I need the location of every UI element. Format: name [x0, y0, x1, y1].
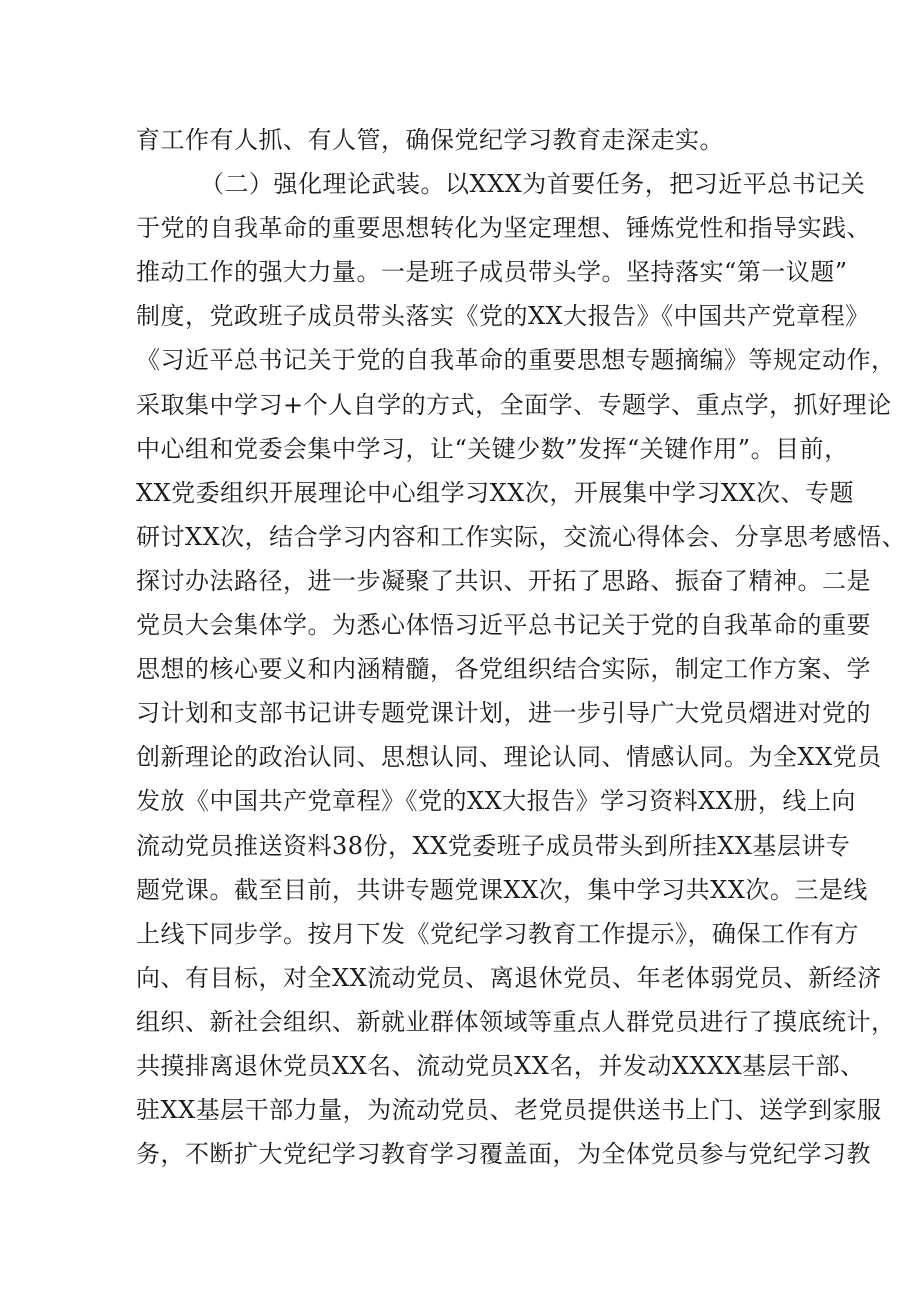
text-line: 向、有目标，对全XX流动党员、离退休党员、年老体弱党员、新经济 — [136, 963, 882, 992]
text-line: 组织、新社会组织、新就业群体领域等重点人群党员进行了摸底统计， — [136, 1007, 896, 1036]
text-line: 题党课。截至目前，共讲专题党课XX次，集中学习共XX次。三是线 — [136, 875, 868, 904]
text-line: 务，不断扩大党纪学习教育学习覆盖面，为全体党员参与党纪学习教 — [136, 1140, 871, 1169]
text-line: 驻XX基层干部力量，为流动党员、老党员提供送书上门、送学到家服 — [136, 1096, 882, 1125]
text-line: 于党的自我革命的重要思想转化为坚定理想、锤炼党性和指导实践、 — [136, 214, 871, 243]
text-line: 研讨XX次，结合学习内容和工作实际，交流心得体会、分享思考感悟、 — [136, 522, 907, 551]
text-line: 发放《中国共产党章程》《党的XX大报告》学习资料XX册，线上向 — [136, 787, 856, 816]
text-line: 习计划和支部书记讲专题党课计划，进一步引导广大党员熠进对党的 — [136, 699, 871, 728]
text-line: 思想的核心要义和内涵精髓，各党组织结合实际，制定工作方案、学 — [136, 655, 871, 684]
text-line: 制度，党政班子成员带头落实《党的XX大报告》《中国共产党章程》 — [136, 302, 870, 331]
section-heading-line: （二）强化理论武装。以XXX为首要任务，把习近平总书记关 — [200, 170, 866, 199]
text-line: 推动工作的强大力量。一是班子成员带头学。坚持落实“第一议题” — [136, 258, 848, 287]
text-line: 采取集中学习+个人自学的方式，全面学、专题学、重点学，抓好理论 — [136, 390, 892, 419]
text-line: 流动党员推送资料38份，XX党委班子成员带头到所挂XX基层讲专 — [136, 831, 851, 860]
text-line: 上线下同步学。按月下发《党纪学习教育工作提示》，确保工作有方 — [136, 919, 859, 948]
text-line: XX党委组织开展理论中心组学习XX次，开展集中学习XX次、专题 — [136, 478, 855, 507]
text-line: 育工作有人抓、有人管，确保党纪学习教育走深走实。 — [136, 126, 724, 154]
text-line: 《习近平总书记关于党的自我革命的重要思想专题摘编》等规定动作， — [136, 346, 896, 375]
text-line: 中心组和党委会集中学习，让“关键少数”发挥“关键作用”。目前， — [136, 434, 849, 463]
body-text — [136, 118, 907, 1176]
text-line: 创新理论的政治认同、思想认同、理论认同、情感认同。为全XX党员 — [136, 743, 882, 772]
text-line: 探讨办法路径，进一步凝聚了共识、开拓了思路、振奋了精神。二是 — [136, 566, 871, 595]
text-line: 党员大会集体学。为悉心体悟习近平总书记关于党的自我革命的重要 — [136, 611, 871, 640]
text-line: 共摸排离退休党员XX名、流动党员XX名，并发动XXXX基层干部、 — [136, 1051, 865, 1080]
